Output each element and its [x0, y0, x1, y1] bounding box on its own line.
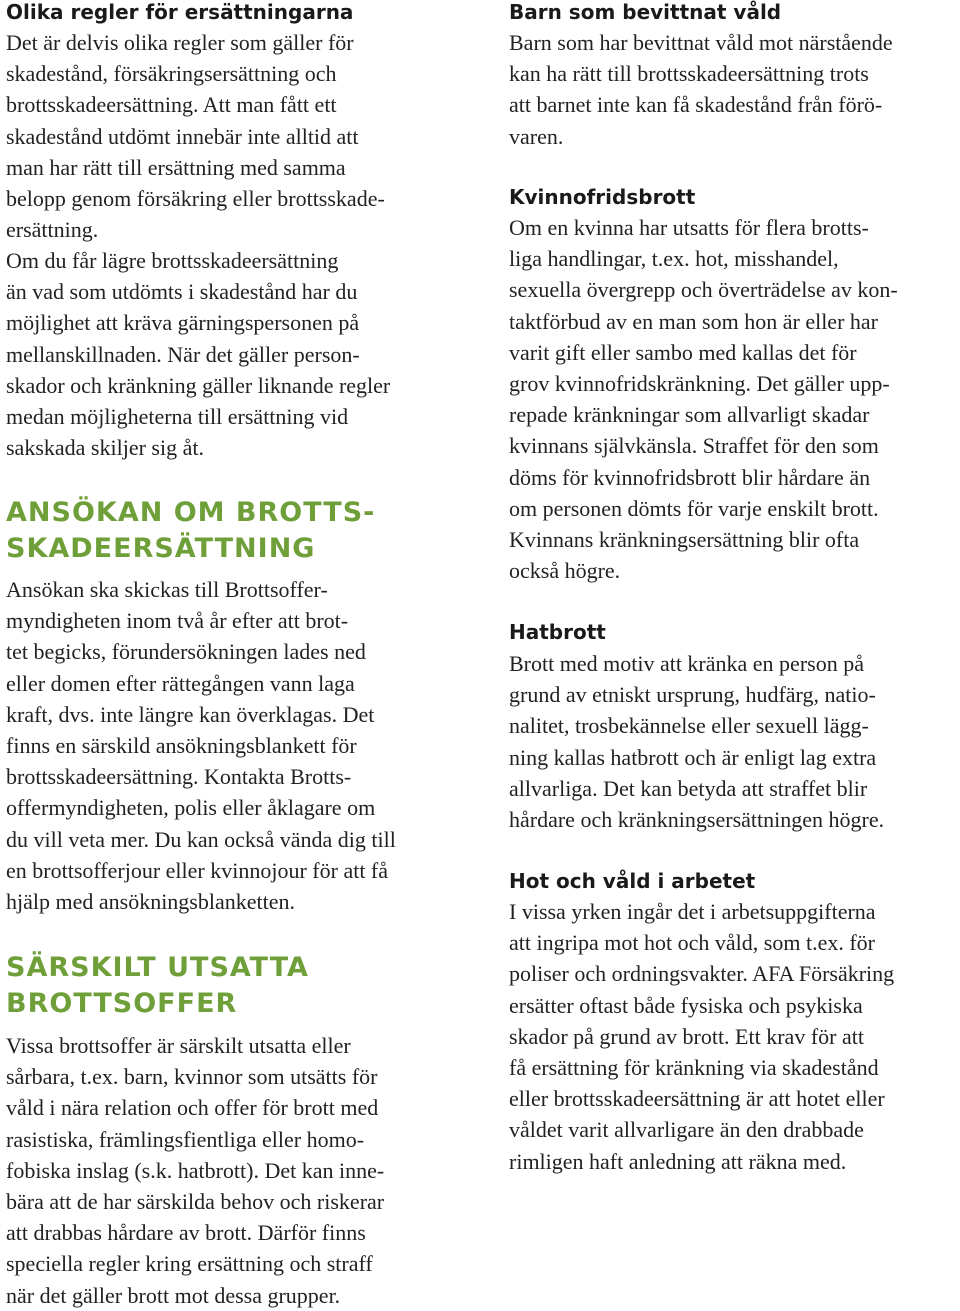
paragraph-ansokan: Ansökan ska skickas till Brottsoffer- myndigheten inom två år efter att brot- tet begicks, förundersökningen lades ned eller domen efter rättegången vann laga kraft, dvs. inte längre kan överklagas. Det finns en särskild ansökningsblankett för brottsskadeersättning. Kontakta Brotts- offermyndigheten, polis eller åklagare om du vill veta mer. Du kan också vända dig till en brottsofferjour eller kvinnojour för att få hjälp med ansökningsblanketten. [6, 577, 396, 915]
paragraph-barn-bevittnat: Barn som har bevittnat våld mot närstående kan ha rätt till brottsskadeersättning trots att barnet inte kan få skadestånd från förö- varen. [509, 30, 893, 149]
heading-kvinnofridsbrott: Kvinnofridsbrott [509, 185, 696, 209]
heading-hot-vald-arbetet: Hot och våld i arbetet [509, 869, 756, 893]
paragraph-lagre-ersattning: Om du får lägre brottsskadeersättning än vad som utdömts i skadestånd har du möjlighet att kräva gärningspersonen på mellanskillnaden. När det gäller person- skador och kränkning gäller liknande regler medan möjligheterna till ersättning vid sakskada skiljer sig åt. [6, 248, 391, 461]
heading-ansokan: ANSÖKAN OM BROTTS- SKADEERSÄTTNING [6, 497, 376, 564]
paragraph-sarskilt-utsatta: Vissa brottsoffer är särskilt utsatta eller sårbara, t.ex. barn, kvinnor som utsätts för våld i nära relation och offer för brott med rasistiska, främlingsfientliga eller homo- fobiska inslag (s.k. hatbrott). Det kan inne- bära att de har särskilda behov och riskerar att drabbas hårdare av brott. Därför finns speciella regler kring ersättning och straff när det gäller brott mot dessa grupper. [6, 1033, 385, 1308]
heading-sarskilt-utsatta: SÄRSKILT UTSATTA BROTTSOFFER [6, 952, 309, 1019]
heading-hatbrott: Hatbrott [509, 620, 606, 644]
paragraph-hatbrott: Brott med motiv att kränka en person på grund av etniskt ursprung, hudfärg, natio- nalitet, trosbekännelse eller sexuell lägg- ning kallas hatbrott och är enligt lag extra allvarliga. Det kan betyda att straffet blir hårdare och kränkningsersättningen högre. [509, 651, 885, 833]
paragraph-kvinnofridsbrott: Om en kvinna har utsatts för flera brotts- liga handlingar, t.ex. hot, misshandel, sexuella övergrepp och överträdelse av kon- taktförbud av en man som hon är eller har varit gift eller sambo med kallas det för grov kvinnofridskränkning. Det gäller upp- repade kränkningar som allvarligt skadar kvinnans självkänsla. Straffet för den som döms för kvinnofridsbrott blir hårdare än om personen dömts för varje enskilt brott. Kvinnans kränkningsersättning blir ofta också högre. [509, 215, 898, 584]
heading-barn-bevittnat: Barn som bevittnat våld [509, 0, 782, 24]
paragraph-olika-regler: Det är delvis olika regler som gäller för skadestånd, försäkringsersättning och brottsskadeersättning. Att man fått ett skadestånd utdömt innebär inte alltid att man har rätt till ersättning med samma belopp genom försäkring eller brottsskade- ersättning. [6, 30, 385, 243]
heading-olika-regler: Olika regler för ersättningarna [6, 0, 354, 24]
paragraph-hot-vald-arbetet: I vissa yrken ingår det i arbetsuppgifterna att ingripa mot hot och våld, som t.ex. för poliser och ordningsvakter. AFA Försäkring ersätter oftast både fysiska och psykiska skador på grund av brott. Ett krav för att få ersättning för kränkning via skadestånd eller brottsskadeersättning är att hotet eller våldet varit allvarligare än den drabbade rimligen haft anledning att räkna med. [509, 899, 895, 1174]
